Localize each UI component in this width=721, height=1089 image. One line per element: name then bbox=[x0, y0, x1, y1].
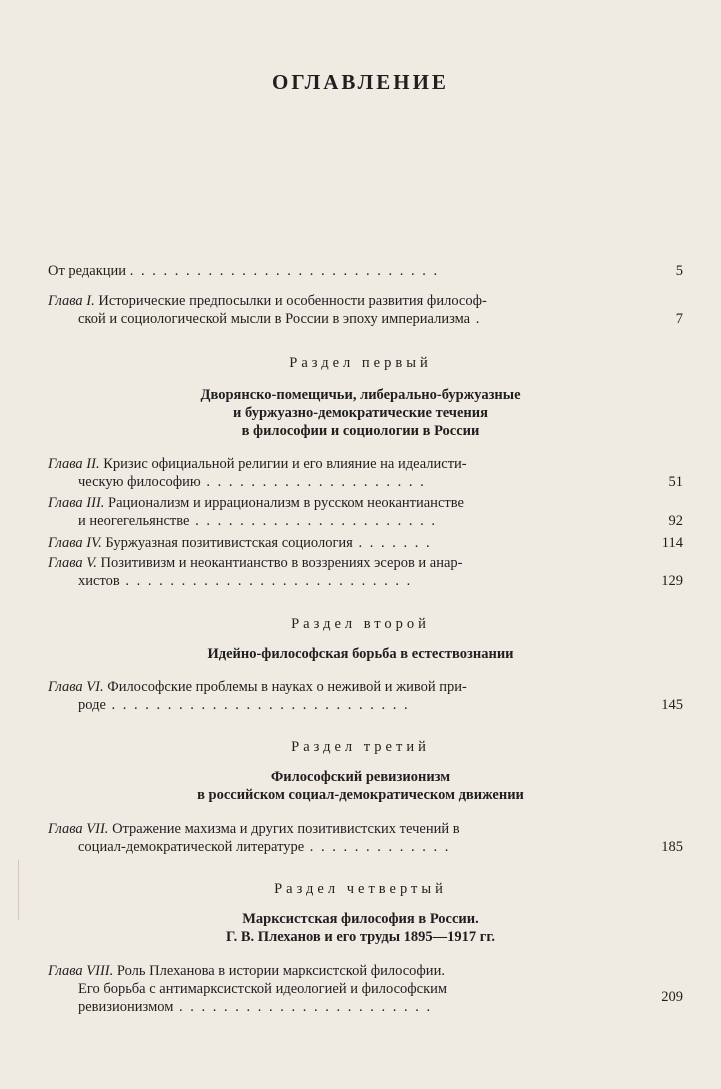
page-number: 185 bbox=[661, 839, 683, 855]
leader-dots: . . . . . . . . . . . . . . . . . . . . . . . bbox=[173, 999, 433, 1015]
entry-text: От редакции bbox=[48, 263, 127, 279]
chapter-title-line-2: и неогегельянстве bbox=[78, 513, 190, 529]
leader-dots: . . . . . . . . . . . . . bbox=[304, 839, 451, 855]
page-number: 51 bbox=[668, 474, 683, 490]
page-number: 129 bbox=[661, 573, 683, 589]
chapter-label: Глава IV. bbox=[48, 535, 102, 551]
chapter-label: Глава V. bbox=[48, 555, 97, 571]
page-number: 7 bbox=[675, 311, 683, 327]
toc-entry-chapter-1 bbox=[48, 292, 683, 328]
toc-entry-chapter-7 bbox=[48, 820, 683, 856]
leader-dots: . . . . . . . . . . . . . . . . . . . . . . bbox=[189, 513, 437, 529]
toc-entry-chapter-2 bbox=[48, 455, 683, 491]
page-number: 209 bbox=[661, 989, 683, 1005]
section-title-line-1: Идейно-философская борьба в естествознании bbox=[207, 646, 514, 662]
page-number: 145 bbox=[661, 697, 683, 713]
leader-dots: . bbox=[470, 311, 482, 327]
section-title-line-1: Марксистская философия в России. bbox=[242, 911, 479, 927]
leader-dots: . . . . . . . . . . . . . . . . . . . . bbox=[200, 474, 426, 490]
toc-entry-chapter-6 bbox=[48, 678, 683, 714]
chapter-title-line-1: Философские проблемы в науках о неживой и живой при- bbox=[103, 679, 467, 695]
leader-dots: . . . . . . . . . . . . . . . . . . . . . . . . . . . . bbox=[129, 263, 440, 279]
section-4-heading bbox=[0, 881, 721, 946]
section-2-heading bbox=[0, 616, 721, 663]
leader-dots: . . . . . . . bbox=[352, 535, 432, 551]
chapter-label: Глава VI. bbox=[48, 679, 104, 695]
chapter-label: Глава II. bbox=[48, 456, 100, 472]
chapter-title-line-2: хистов bbox=[78, 573, 120, 589]
chapter-title-line-3: ревизионизмом bbox=[78, 999, 174, 1015]
chapter-title-line-1: Рационализм и иррационализм в русском неокантианстве bbox=[104, 495, 464, 511]
section-label: Раздел третий bbox=[291, 739, 430, 755]
section-title-line-2: в российском социал-демократическом движении bbox=[197, 787, 524, 803]
chapter-title-line-1: Буржуазная позитивистская социология bbox=[101, 535, 353, 551]
section-title-line-2: Г. В. Плеханов и его труды 1895—1917 гг. bbox=[226, 929, 495, 945]
page-number: 5 bbox=[675, 263, 683, 279]
chapter-title-line-1: Позитивизм и неокантианство в воззрениях эсеров и анар- bbox=[96, 555, 463, 571]
section-3-heading bbox=[0, 739, 721, 804]
page-number: 92 bbox=[668, 513, 683, 529]
chapter-title-line-1: Отражение махизма и других позитивистских течений в bbox=[108, 821, 460, 837]
chapter-label: Глава VII. bbox=[48, 821, 109, 837]
chapter-title-line-2: роде bbox=[78, 697, 106, 713]
page-title: ОГЛАВЛЕНИЕ bbox=[272, 70, 449, 94]
chapter-title-line-1: Кризис официальной религии и его влияние на идеалисти- bbox=[99, 456, 467, 472]
section-title-line-3: в философии и социологии в России bbox=[241, 423, 480, 439]
chapter-label: Глава I. bbox=[48, 293, 95, 309]
chapter-label: Глава III. bbox=[48, 495, 105, 511]
chapter-title-line-2: ческую философию bbox=[78, 474, 201, 490]
toc-entry-chapter-3 bbox=[48, 494, 683, 530]
section-1-heading bbox=[0, 355, 721, 440]
page-number: 114 bbox=[661, 535, 683, 551]
toc-entry-chapter-5 bbox=[48, 554, 683, 590]
section-label: Раздел первый bbox=[289, 355, 432, 371]
chapter-title-line-2: ской и социологической мысли в России в эпоху империализма bbox=[78, 311, 471, 327]
chapter-title-line-2: социал-демократической литературе bbox=[78, 839, 305, 855]
toc-entry-chapter-4 bbox=[48, 534, 683, 552]
section-title-line-2: и буржуазно-демократические течения bbox=[233, 405, 488, 421]
chapter-title-line-2: Его борьба с антимарксистской идеологией и философским bbox=[78, 981, 448, 997]
section-title-line-1: Дворянско-помещичьи, либерально-буржуазные bbox=[200, 387, 521, 403]
section-label: Раздел четвертый bbox=[274, 881, 447, 897]
section-title-line-1: Философский ревизионизм bbox=[270, 769, 451, 785]
toc-entry-chapter-8 bbox=[48, 962, 683, 1016]
section-label: Раздел второй bbox=[291, 616, 430, 632]
leader-dots: . . . . . . . . . . . . . . . . . . . . . . . . . . bbox=[119, 573, 413, 589]
chapter-title-line-1: Исторические предпосылки и особенности развития философ- bbox=[94, 293, 487, 309]
toc-entry-editorial bbox=[48, 262, 683, 280]
leader-dots: . . . . . . . . . . . . . . . . . . . . . . . . . . . bbox=[105, 697, 410, 713]
chapter-title-line-1: Роль Плеханова в истории марксистской философии. bbox=[113, 963, 445, 979]
chapter-label: Глава VIII. bbox=[48, 963, 114, 979]
